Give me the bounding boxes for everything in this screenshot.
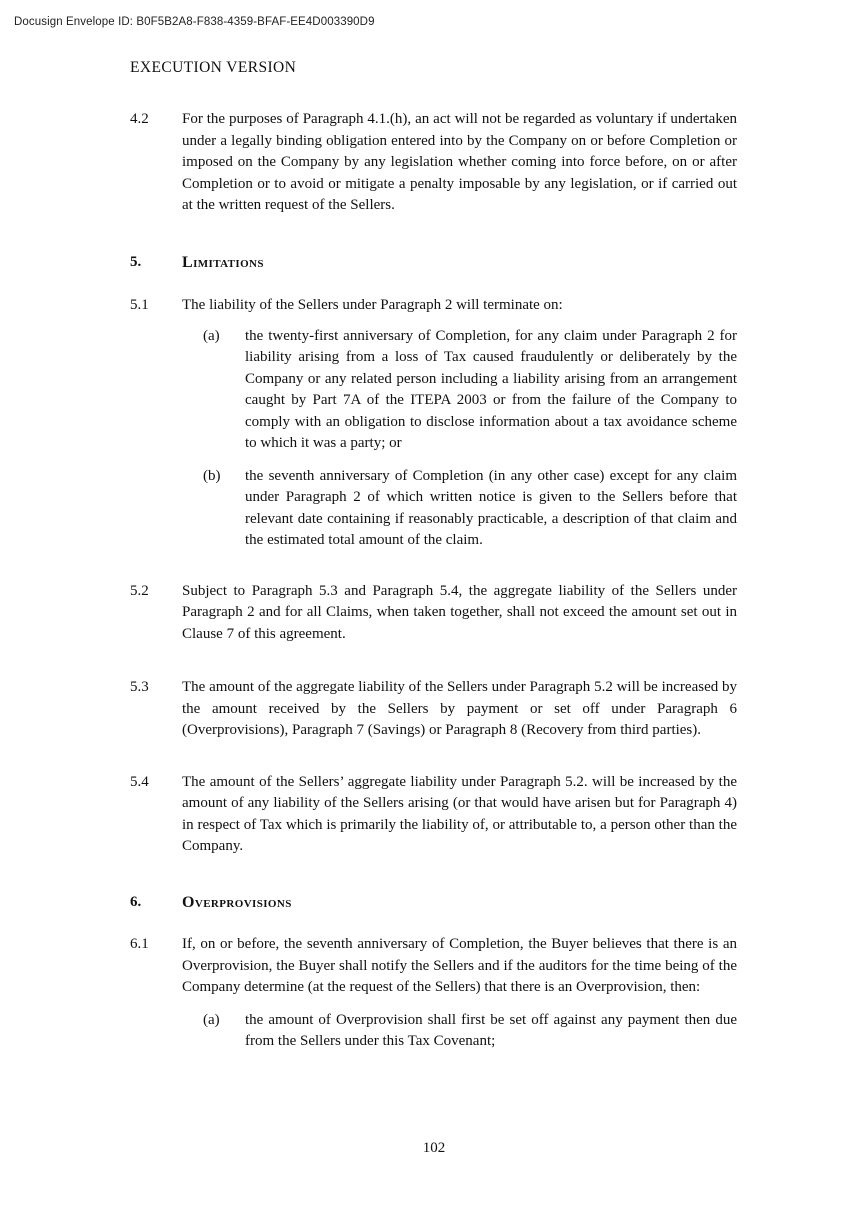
- sub-clause-text: the seventh anniversary of Completion (in any other case) except for any claim under Paragraph 2 of which written notice is given to the Sellers before that relevant date containing if reasonably practicable, a description of that claim and the estimated total amount of the claim.: [245, 467, 737, 548]
- clause-number: 4.2: [130, 111, 149, 127]
- clause-text: For the purposes of Paragraph 4.1.(h), an act will not be regarded as voluntary if undertaken under a legally binding obligation entered into by the Company on or before Completion or imposed on the Company by any legislation whether coming into force before, on or after Completion or to avoid or mitigate a penalty imposable by any legislation, or if carried out at the written request of the Sellers.: [182, 111, 737, 213]
- clause-number: 5.1: [130, 297, 149, 313]
- sub-clause-number: (b): [203, 467, 221, 484]
- document-body: [130, 57, 737, 1053]
- clause-text: The liability of the Sellers under Paragraph 2 will terminate on:: [182, 297, 563, 313]
- sub-clause-number: (a): [203, 1011, 220, 1028]
- docusign-envelope-id: Docusign Envelope ID: B0F5B2A8-F838-4359-BFAF-EE4D003390D9: [14, 16, 375, 28]
- clause-text: If, on or before, the seventh anniversary of Completion, the Buyer believes that there is an Overprovision, the Buyer shall notify the Sellers and if the auditors for the time being of the Company determine (at the request of the Sellers) that there is an Overprovision, then:: [182, 936, 737, 995]
- clause-number: 5.4: [130, 773, 149, 790]
- section-number: 5.: [130, 253, 142, 270]
- section-heading-5: [130, 252, 737, 274]
- sub-clause-text: the twenty-first anniversary of Completion, for any claim under Paragraph 2 for liability arising from a loss of Tax caused fraudulently or deliberately by the Company or any related person including a liability arising from an arrangement caught by Part 7A of the ITEPA 2003 or from the failure of the Company to comply with an obligation to disclose information about a tax avoidance scheme to which it was a party; or: [245, 327, 737, 451]
- section-number: 6.: [130, 893, 142, 910]
- clause-number: 5.2: [130, 582, 149, 599]
- sub-clause-text: the amount of Overprovision shall first be set off against any payment then due from the Sellers under this Tax Covenant;: [245, 1011, 737, 1049]
- clause-5-2: [130, 581, 737, 646]
- clause-6-1: [130, 934, 737, 999]
- sub-clause-6-1-a: [203, 1010, 737, 1053]
- clause-text: Subject to Paragraph 5.3 and Paragraph 5.4, the aggregate liability of the Sellers under Paragraph 2 and for all Claims, when taken together, shall not exceed the amount set out in Clause 7 of this agreement.: [182, 582, 737, 642]
- clause-5-4: [130, 772, 737, 858]
- page-number: 102: [422, 1140, 446, 1156]
- section-title: Overprovisions: [182, 893, 292, 911]
- clause-text: The amount of the Sellers’ aggregate liability under Paragraph 5.2. will be increased by the amount of any liability of the Sellers arising (or that would have arisen but for Paragraph 4) in respect of Tax which is primarily the liability of, or attributable to, a person other than the Company.: [182, 773, 737, 854]
- sub-clause-5-1-b: [203, 466, 737, 552]
- clause-number: 5.3: [130, 679, 149, 695]
- sub-clause-number: (a): [203, 327, 220, 344]
- section-title: Limitations: [182, 253, 264, 271]
- clause-5-1: [130, 295, 737, 317]
- clause-text: The amount of the aggregate liability of the Sellers under Paragraph 5.2 will be increased by the amount received by the Sellers by payment or set off under Paragraph 6 (Overprovisions), Paragraph 7 (Savings) or Paragraph 8 (Recovery from third parties).: [182, 679, 737, 738]
- clause-number: 6.1: [130, 936, 149, 952]
- clause-4-2: [130, 109, 737, 217]
- section-heading-6: [130, 892, 737, 914]
- sub-clause-5-1-a: [203, 326, 737, 455]
- execution-version-label: EXECUTION VERSION: [130, 59, 297, 76]
- clause-5-3: [130, 677, 737, 742]
